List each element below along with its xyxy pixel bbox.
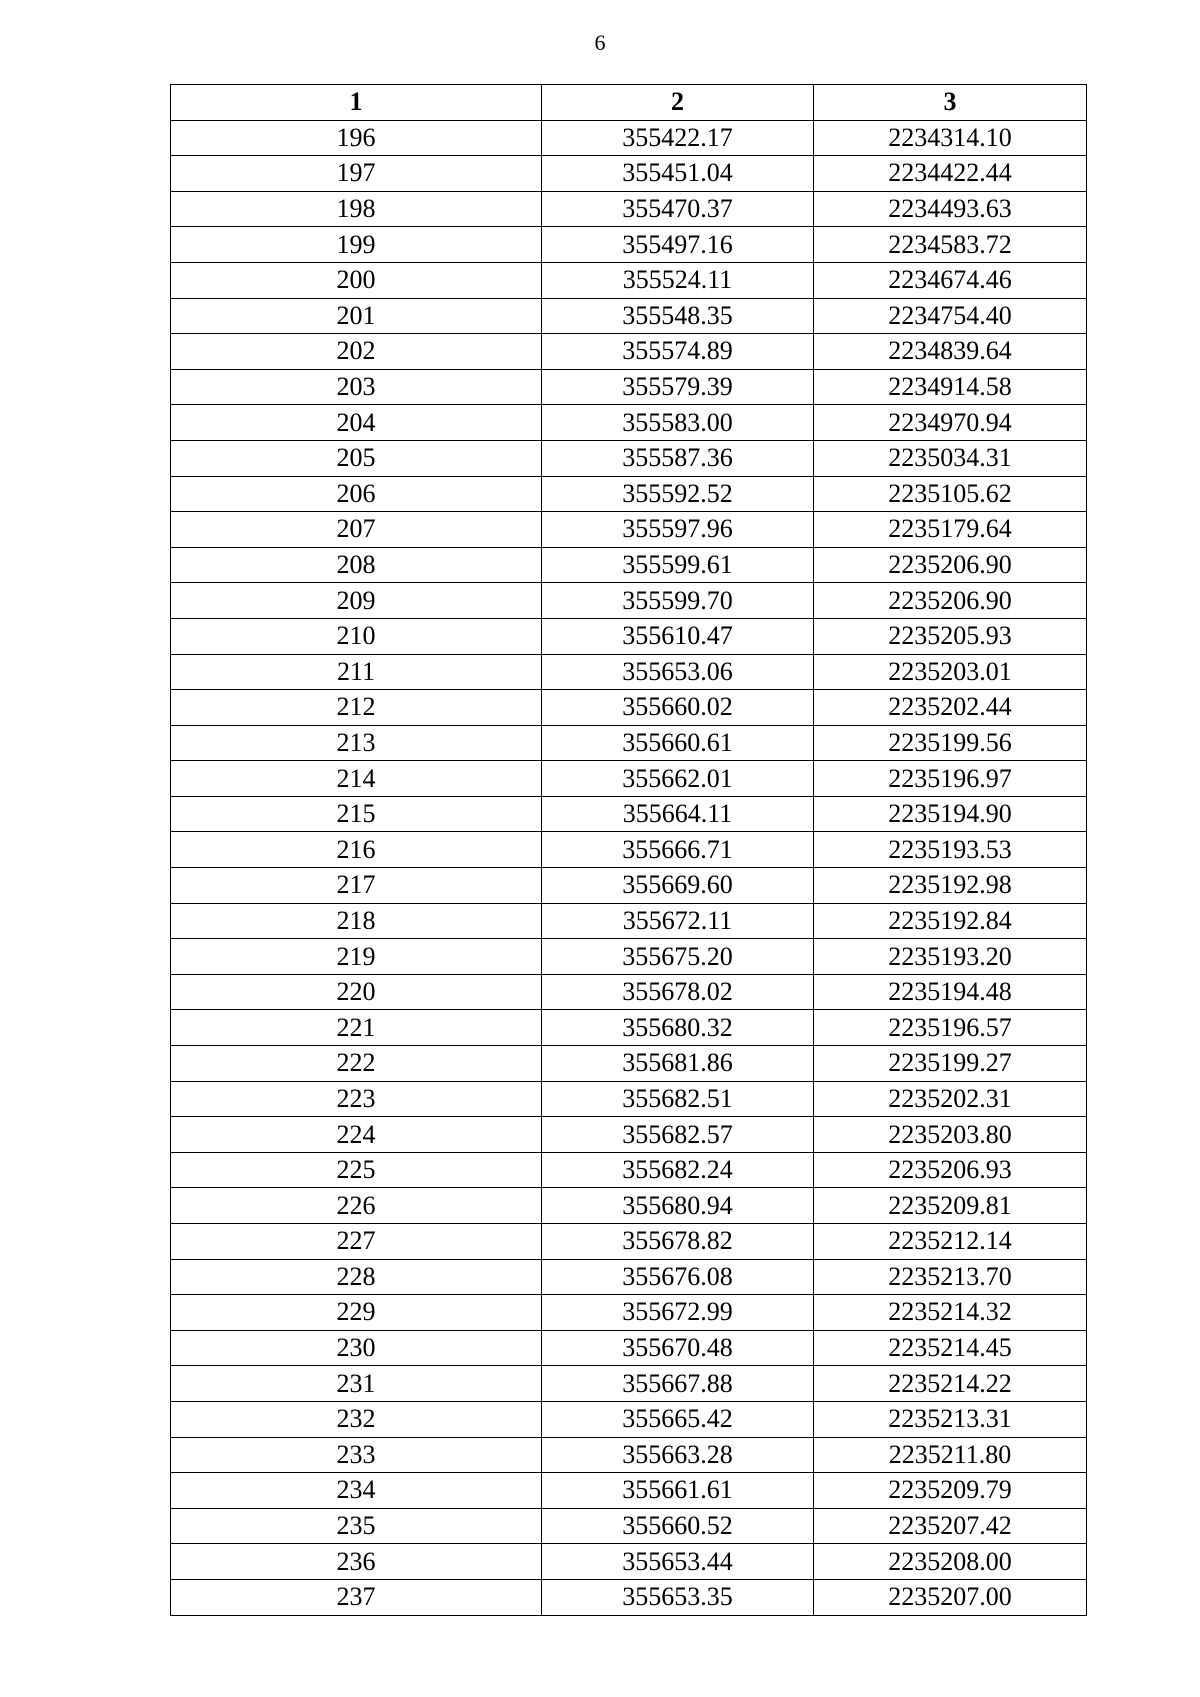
y-coordinate-cell: 2235203.80 bbox=[814, 1117, 1087, 1153]
y-coordinate-cell: 2235214.45 bbox=[814, 1330, 1087, 1366]
y-coordinate-cell: 2235206.90 bbox=[814, 547, 1087, 583]
y-coordinate-cell: 2235105.62 bbox=[814, 476, 1087, 512]
point-number-cell: 197 bbox=[171, 156, 542, 192]
y-coordinate-cell: 2235208.00 bbox=[814, 1544, 1087, 1580]
x-coordinate-cell: 355663.28 bbox=[542, 1437, 814, 1473]
x-coordinate-cell: 355610.47 bbox=[542, 618, 814, 654]
x-coordinate-cell: 355653.44 bbox=[542, 1544, 814, 1580]
x-coordinate-cell: 355664.11 bbox=[542, 796, 814, 832]
table-row bbox=[171, 1544, 1087, 1580]
table-row bbox=[171, 1437, 1087, 1473]
point-number-cell: 213 bbox=[171, 725, 542, 761]
y-coordinate-cell: 2234314.10 bbox=[814, 120, 1087, 156]
table-row bbox=[171, 476, 1087, 512]
point-number-cell: 234 bbox=[171, 1473, 542, 1509]
table-row bbox=[171, 1579, 1087, 1615]
point-number-cell: 211 bbox=[171, 654, 542, 690]
point-number-cell: 206 bbox=[171, 476, 542, 512]
y-coordinate-cell: 2234754.40 bbox=[814, 298, 1087, 334]
point-number-cell: 233 bbox=[171, 1437, 542, 1473]
point-number-cell: 196 bbox=[171, 120, 542, 156]
x-coordinate-cell: 355680.32 bbox=[542, 1010, 814, 1046]
x-coordinate-cell: 355653.35 bbox=[542, 1579, 814, 1615]
x-coordinate-cell: 355669.60 bbox=[542, 868, 814, 904]
table-row bbox=[171, 440, 1087, 476]
x-coordinate-cell: 355682.24 bbox=[542, 1152, 814, 1188]
point-number-cell: 226 bbox=[171, 1188, 542, 1224]
x-coordinate-cell: 355672.11 bbox=[542, 903, 814, 939]
table-row bbox=[171, 1224, 1087, 1260]
point-number-cell: 203 bbox=[171, 369, 542, 405]
table-row bbox=[171, 725, 1087, 761]
x-coordinate-cell: 355579.39 bbox=[542, 369, 814, 405]
y-coordinate-cell: 2235199.56 bbox=[814, 725, 1087, 761]
point-number-cell: 208 bbox=[171, 547, 542, 583]
y-coordinate-cell: 2235212.14 bbox=[814, 1224, 1087, 1260]
point-number-cell: 209 bbox=[171, 583, 542, 619]
y-coordinate-cell: 2235194.90 bbox=[814, 796, 1087, 832]
point-number-cell: 210 bbox=[171, 618, 542, 654]
y-coordinate-cell: 2235213.31 bbox=[814, 1401, 1087, 1437]
point-number-cell: 224 bbox=[171, 1117, 542, 1153]
x-coordinate-cell: 355451.04 bbox=[542, 156, 814, 192]
y-coordinate-cell: 2235193.20 bbox=[814, 939, 1087, 975]
table-row bbox=[171, 796, 1087, 832]
header-cell-2: 2 bbox=[542, 85, 814, 121]
y-coordinate-cell: 2234839.64 bbox=[814, 334, 1087, 370]
x-coordinate-cell: 355524.11 bbox=[542, 262, 814, 298]
y-coordinate-cell: 2235179.64 bbox=[814, 512, 1087, 548]
y-coordinate-cell: 2234914.58 bbox=[814, 369, 1087, 405]
table-row bbox=[171, 583, 1087, 619]
y-coordinate-cell: 2235196.57 bbox=[814, 1010, 1087, 1046]
x-coordinate-cell: 355599.61 bbox=[542, 547, 814, 583]
y-coordinate-cell: 2235193.53 bbox=[814, 832, 1087, 868]
table-row bbox=[171, 1508, 1087, 1544]
table-row bbox=[171, 262, 1087, 298]
point-number-cell: 227 bbox=[171, 1224, 542, 1260]
y-coordinate-cell: 2235207.42 bbox=[814, 1508, 1087, 1544]
point-number-cell: 231 bbox=[171, 1366, 542, 1402]
table-row bbox=[171, 1473, 1087, 1509]
y-coordinate-cell: 2235192.98 bbox=[814, 868, 1087, 904]
point-number-cell: 212 bbox=[171, 690, 542, 726]
x-coordinate-cell: 355497.16 bbox=[542, 227, 814, 263]
table-row bbox=[171, 832, 1087, 868]
y-coordinate-cell: 2235206.93 bbox=[814, 1152, 1087, 1188]
point-number-cell: 215 bbox=[171, 796, 542, 832]
point-number-cell: 225 bbox=[171, 1152, 542, 1188]
table-row bbox=[171, 1188, 1087, 1224]
y-coordinate-cell: 2235205.93 bbox=[814, 618, 1087, 654]
table-row bbox=[171, 1366, 1087, 1402]
x-coordinate-cell: 355660.02 bbox=[542, 690, 814, 726]
point-number-cell: 235 bbox=[171, 1508, 542, 1544]
coordinates-table bbox=[170, 84, 1087, 1616]
x-coordinate-cell: 355678.82 bbox=[542, 1224, 814, 1260]
table-row bbox=[171, 618, 1087, 654]
table-row bbox=[171, 298, 1087, 334]
point-number-cell: 205 bbox=[171, 440, 542, 476]
x-coordinate-cell: 355662.01 bbox=[542, 761, 814, 797]
x-coordinate-cell: 355661.61 bbox=[542, 1473, 814, 1509]
y-coordinate-cell: 2234583.72 bbox=[814, 227, 1087, 263]
y-coordinate-cell: 2235213.70 bbox=[814, 1259, 1087, 1295]
x-coordinate-cell: 355670.48 bbox=[542, 1330, 814, 1366]
table-row bbox=[171, 939, 1087, 975]
page-number: 6 bbox=[594, 30, 606, 55]
table-body bbox=[171, 120, 1087, 1615]
y-coordinate-cell: 2235203.01 bbox=[814, 654, 1087, 690]
y-coordinate-cell: 2235196.97 bbox=[814, 761, 1087, 797]
x-coordinate-cell: 355666.71 bbox=[542, 832, 814, 868]
table-row bbox=[171, 690, 1087, 726]
y-coordinate-cell: 2235034.31 bbox=[814, 440, 1087, 476]
table-row bbox=[171, 974, 1087, 1010]
y-coordinate-cell: 2235214.32 bbox=[814, 1295, 1087, 1331]
point-number-cell: 200 bbox=[171, 262, 542, 298]
y-coordinate-cell: 2235192.84 bbox=[814, 903, 1087, 939]
y-coordinate-cell: 2235206.90 bbox=[814, 583, 1087, 619]
table-row bbox=[171, 761, 1087, 797]
x-coordinate-cell: 355422.17 bbox=[542, 120, 814, 156]
point-number-cell: 220 bbox=[171, 974, 542, 1010]
point-number-cell: 216 bbox=[171, 832, 542, 868]
table-row bbox=[171, 227, 1087, 263]
table-row bbox=[171, 334, 1087, 370]
point-number-cell: 237 bbox=[171, 1579, 542, 1615]
y-coordinate-cell: 2235211.80 bbox=[814, 1437, 1087, 1473]
point-number-cell: 217 bbox=[171, 868, 542, 904]
table-row bbox=[171, 1330, 1087, 1366]
table-row bbox=[171, 1295, 1087, 1331]
table-row bbox=[171, 1117, 1087, 1153]
point-number-cell: 207 bbox=[171, 512, 542, 548]
y-coordinate-cell: 2234422.44 bbox=[814, 156, 1087, 192]
x-coordinate-cell: 355574.89 bbox=[542, 334, 814, 370]
table-row bbox=[171, 120, 1087, 156]
point-number-cell: 218 bbox=[171, 903, 542, 939]
table-row bbox=[171, 1401, 1087, 1437]
point-number-cell: 232 bbox=[171, 1401, 542, 1437]
x-coordinate-cell: 355548.35 bbox=[542, 298, 814, 334]
table-header bbox=[171, 85, 1087, 121]
y-coordinate-cell: 2235199.27 bbox=[814, 1046, 1087, 1082]
y-coordinate-cell: 2235202.31 bbox=[814, 1081, 1087, 1117]
table-row bbox=[171, 547, 1087, 583]
x-coordinate-cell: 355678.02 bbox=[542, 974, 814, 1010]
x-coordinate-cell: 355660.61 bbox=[542, 725, 814, 761]
point-number-cell: 222 bbox=[171, 1046, 542, 1082]
table-row bbox=[171, 191, 1087, 227]
point-number-cell: 221 bbox=[171, 1010, 542, 1046]
table-row bbox=[171, 512, 1087, 548]
x-coordinate-cell: 355682.57 bbox=[542, 1117, 814, 1153]
y-coordinate-cell: 2234493.63 bbox=[814, 191, 1087, 227]
x-coordinate-cell: 355592.52 bbox=[542, 476, 814, 512]
point-number-cell: 202 bbox=[171, 334, 542, 370]
y-coordinate-cell: 2235209.79 bbox=[814, 1473, 1087, 1509]
x-coordinate-cell: 355583.00 bbox=[542, 405, 814, 441]
x-coordinate-cell: 355653.06 bbox=[542, 654, 814, 690]
y-coordinate-cell: 2234970.94 bbox=[814, 405, 1087, 441]
point-number-cell: 204 bbox=[171, 405, 542, 441]
point-number-cell: 198 bbox=[171, 191, 542, 227]
x-coordinate-cell: 355587.36 bbox=[542, 440, 814, 476]
header-row bbox=[171, 85, 1087, 121]
x-coordinate-cell: 355667.88 bbox=[542, 1366, 814, 1402]
table-row bbox=[171, 1046, 1087, 1082]
header-cell-1: 1 bbox=[171, 85, 542, 121]
point-number-cell: 214 bbox=[171, 761, 542, 797]
y-coordinate-cell: 2235202.44 bbox=[814, 690, 1087, 726]
y-coordinate-cell: 2234674.46 bbox=[814, 262, 1087, 298]
point-number-cell: 199 bbox=[171, 227, 542, 263]
point-number-cell: 201 bbox=[171, 298, 542, 334]
table-row bbox=[171, 1152, 1087, 1188]
y-coordinate-cell: 2235207.00 bbox=[814, 1579, 1087, 1615]
x-coordinate-cell: 355680.94 bbox=[542, 1188, 814, 1224]
y-coordinate-cell: 2235194.48 bbox=[814, 974, 1087, 1010]
y-coordinate-cell: 2235209.81 bbox=[814, 1188, 1087, 1224]
point-number-cell: 228 bbox=[171, 1259, 542, 1295]
x-coordinate-cell: 355470.37 bbox=[542, 191, 814, 227]
x-coordinate-cell: 355660.52 bbox=[542, 1508, 814, 1544]
table-row bbox=[171, 1081, 1087, 1117]
x-coordinate-cell: 355675.20 bbox=[542, 939, 814, 975]
table-row bbox=[171, 369, 1087, 405]
table-row bbox=[171, 1259, 1087, 1295]
x-coordinate-cell: 355681.86 bbox=[542, 1046, 814, 1082]
point-number-cell: 236 bbox=[171, 1544, 542, 1580]
point-number-cell: 229 bbox=[171, 1295, 542, 1331]
table-row bbox=[171, 1010, 1087, 1046]
x-coordinate-cell: 355672.99 bbox=[542, 1295, 814, 1331]
x-coordinate-cell: 355676.08 bbox=[542, 1259, 814, 1295]
table-row bbox=[171, 903, 1087, 939]
x-coordinate-cell: 355682.51 bbox=[542, 1081, 814, 1117]
table-row bbox=[171, 156, 1087, 192]
x-coordinate-cell: 355599.70 bbox=[542, 583, 814, 619]
header-cell-3: 3 bbox=[814, 85, 1087, 121]
table-row bbox=[171, 654, 1087, 690]
point-number-cell: 223 bbox=[171, 1081, 542, 1117]
point-number-cell: 230 bbox=[171, 1330, 542, 1366]
table-row bbox=[171, 405, 1087, 441]
x-coordinate-cell: 355597.96 bbox=[542, 512, 814, 548]
point-number-cell: 219 bbox=[171, 939, 542, 975]
y-coordinate-cell: 2235214.22 bbox=[814, 1366, 1087, 1402]
table-row bbox=[171, 868, 1087, 904]
x-coordinate-cell: 355665.42 bbox=[542, 1401, 814, 1437]
